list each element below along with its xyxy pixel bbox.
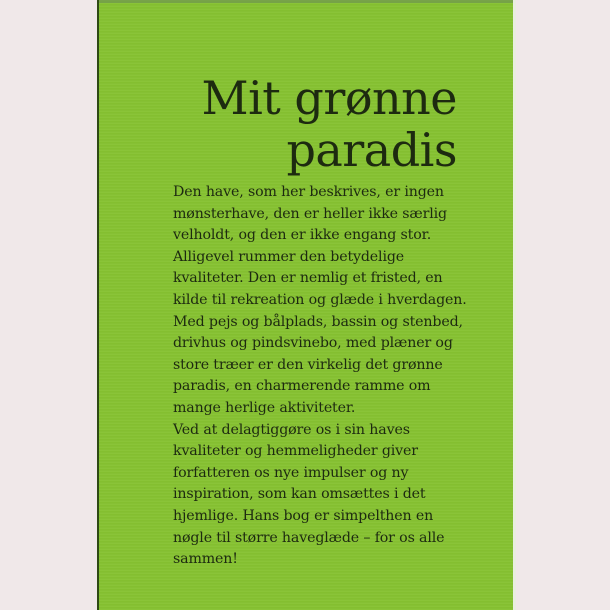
cover-top-edge bbox=[99, 0, 513, 3]
blurb-line: paradis, en charmerende ramme om bbox=[173, 378, 431, 395]
blurb-line: nøgle til større haveglæde – for os alle bbox=[173, 529, 445, 546]
blurb-line: store træer er den virkelig det grønne bbox=[173, 356, 443, 373]
blurb-line: kvaliteter. Den er nemlig et fristed, en bbox=[173, 270, 443, 287]
blurb-line: Med pejs og bålplads, bassin og stenbed, bbox=[173, 313, 463, 330]
book-blurb bbox=[173, 182, 503, 571]
blurb-line: velholdt, og den er ikke engang stor. bbox=[173, 227, 432, 244]
blurb-line: Alligevel rummer den betydelige bbox=[173, 248, 405, 265]
book-back-cover bbox=[97, 0, 513, 610]
blurb-line: forfatteren os nye impulser og ny bbox=[173, 464, 409, 481]
book-title bbox=[201, 72, 457, 176]
blurb-line: mønsterhave, den er heller ikke særlig bbox=[173, 205, 447, 222]
title-line-2: paradis bbox=[286, 123, 457, 177]
blurb-line: kvaliteter og hemmeligheder giver bbox=[173, 443, 418, 460]
blurb-line: kilde til rekreation og glæde i hverdagen. bbox=[173, 291, 467, 308]
blurb-line: drivhus og pindsvinebo, med plæner og bbox=[173, 335, 453, 352]
blurb-line: Den have, som her beskrives, er ingen bbox=[173, 184, 444, 200]
title-line-1: Mit grønne bbox=[201, 71, 457, 125]
blurb-line: hjemlige. Hans bog er simpelthen en bbox=[173, 507, 434, 524]
blurb-line: Ved at delagtiggøre os i sin haves bbox=[173, 421, 410, 438]
blurb-line: mange herlige aktiviteter. bbox=[173, 399, 356, 416]
blurb-line: sammen! bbox=[173, 551, 238, 568]
blurb-line: inspiration, som kan omsættes i det bbox=[173, 486, 426, 503]
